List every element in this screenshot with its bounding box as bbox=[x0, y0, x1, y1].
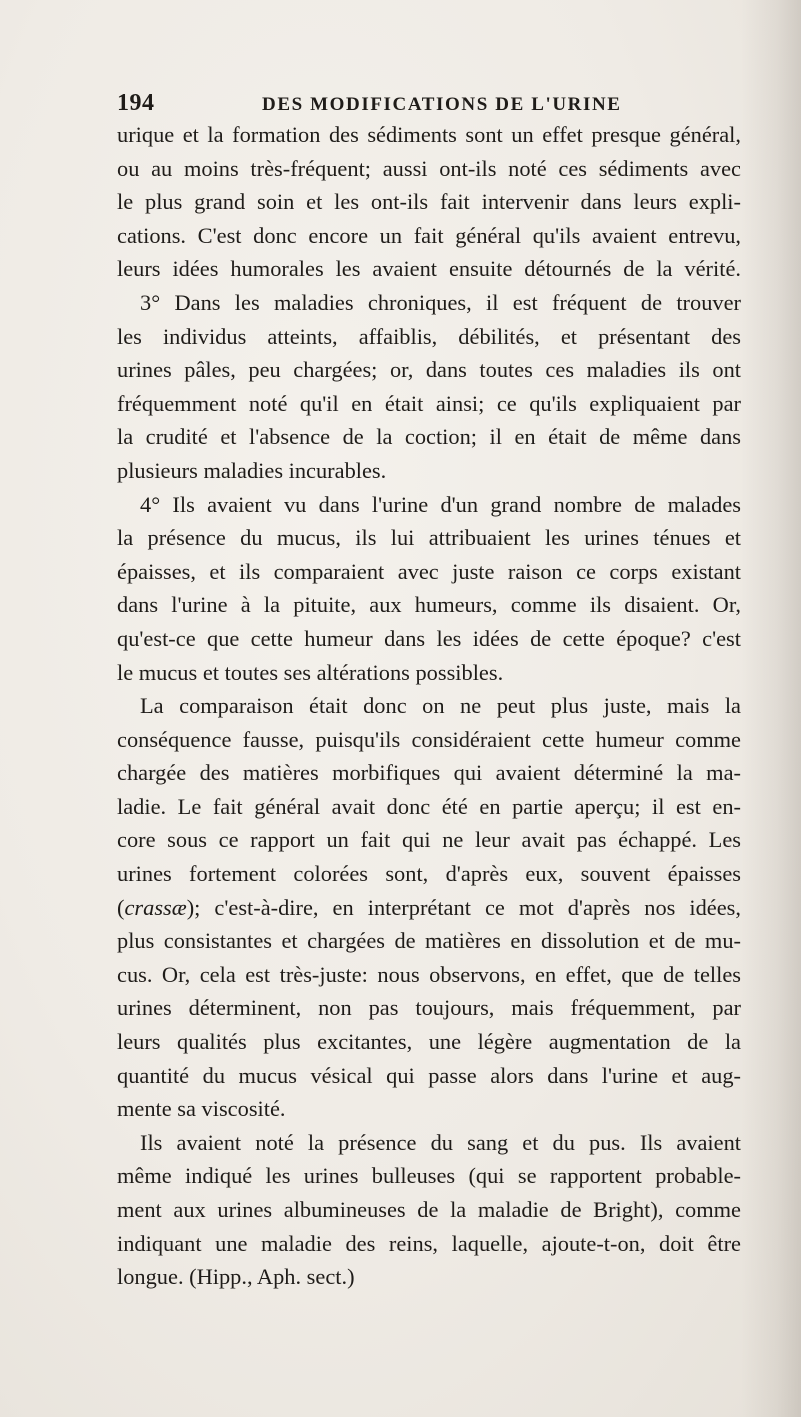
text-line: 4° Ils avaient vu dans l'urine d'un grand nombre de malades bbox=[140, 491, 741, 517]
text-line: cus. Or, cela est très-juste: nous observons, en effet, que de telles bbox=[117, 961, 741, 987]
text-line: mente sa viscosité. bbox=[117, 1096, 286, 1122]
text-line: longue. (Hipp., Aph. sect.) bbox=[117, 1264, 355, 1290]
text-line: urines déterminent, non pas toujours, mais fréquemment, par bbox=[117, 995, 741, 1021]
latin-term: crassæ bbox=[124, 894, 187, 920]
paragraph-5 bbox=[117, 1126, 741, 1294]
text-line: (crassæ); c'est-à-dire, en interprétant ce mot d'après nos idées, bbox=[117, 894, 741, 920]
text-line: les individus atteints, affaiblis, débilités, et présentant des bbox=[117, 323, 741, 349]
text-line: La comparaison était donc on ne peut plus juste, mais la bbox=[140, 693, 741, 719]
text-line: ladie. Le fait général avait donc été en partie aperçu; il est en- bbox=[117, 793, 741, 819]
text-line: urines pâles, peu chargées; or, dans toutes ces maladies ils ont bbox=[117, 357, 741, 383]
text-line: qu'est-ce que cette humeur dans les idées de cette époque? c'est bbox=[117, 625, 741, 651]
text-line: la présence du mucus, ils lui attribuaient les urines ténues et bbox=[117, 525, 741, 551]
text-line: épaisses, et ils comparaient avec juste raison ce corps existant bbox=[117, 558, 741, 584]
text-line: leurs idées humorales les avaient ensuite détournés de la vérité. bbox=[117, 256, 741, 282]
text-line: quantité du mucus vésical qui passe alors dans l'urine et aug- bbox=[117, 1062, 741, 1088]
text-line: plusieurs maladies incurables. bbox=[117, 457, 387, 483]
paragraph-4 bbox=[117, 689, 741, 1126]
text-line: ou au moins très-fréquent; aussi ont-ils noté ces sédiments avec bbox=[117, 155, 741, 181]
text-line: conséquence fausse, puisqu'ils considéraient cette humeur comme bbox=[117, 726, 741, 752]
body-text bbox=[117, 118, 741, 1294]
text-line: cations. C'est donc encore un fait général qu'ils avaient entrevu, bbox=[117, 222, 741, 248]
text-line: la crudité et l'absence de la coction; il en était de même dans bbox=[117, 424, 741, 450]
text-line: même indiqué les urines bulleuses (qui se rapportent probable- bbox=[117, 1163, 741, 1189]
text-line: chargée des matières morbifiques qui avaient déterminé la ma- bbox=[117, 760, 741, 786]
text-line: fréquemment noté qu'il en était ainsi; ce qu'ils expliquaient par bbox=[117, 390, 741, 416]
page-number: 194 bbox=[117, 90, 155, 116]
text-line: urique et la formation des sédiments sont un effet presque général, bbox=[117, 122, 741, 147]
text-line: dans l'urine à la pituite, aux humeurs, comme ils disaient. Or, bbox=[117, 592, 741, 618]
page-edge-shadow bbox=[741, 0, 801, 1417]
paragraph-3 bbox=[117, 488, 741, 690]
text-line: indiquant une maladie des reins, laquelle, ajoute-t-on, doit être bbox=[117, 1230, 741, 1256]
paragraph-1 bbox=[117, 118, 741, 286]
text-line: Ils avaient noté la présence du sang et du pus. Ils avaient bbox=[140, 1129, 741, 1155]
paragraph-2 bbox=[117, 286, 741, 488]
text-line: le plus grand soin et les ont-ils fait intervenir dans leurs expli- bbox=[117, 189, 741, 215]
text-line: ment aux urines albumineuses de la maladie de Bright), comme bbox=[117, 1197, 741, 1222]
text-line: le mucus et toutes ses altérations possibles. bbox=[117, 659, 504, 685]
text-line: 3° Dans les maladies chroniques, il est fréquent de trouver bbox=[140, 289, 741, 315]
running-title: DES MODIFICATIONS DE L'URINE bbox=[262, 94, 622, 115]
text-line: plus consistantes et chargées de matières en dissolution et de mu- bbox=[117, 928, 741, 954]
page-header bbox=[117, 90, 741, 120]
text-line: leurs qualités plus excitantes, une légère augmentation de la bbox=[117, 1029, 741, 1055]
text-line: urines fortement colorées sont, d'après eux, souvent épaisses bbox=[117, 861, 741, 887]
text-line: core sous ce rapport un fait qui ne leur avait pas échappé. Les bbox=[117, 827, 741, 853]
